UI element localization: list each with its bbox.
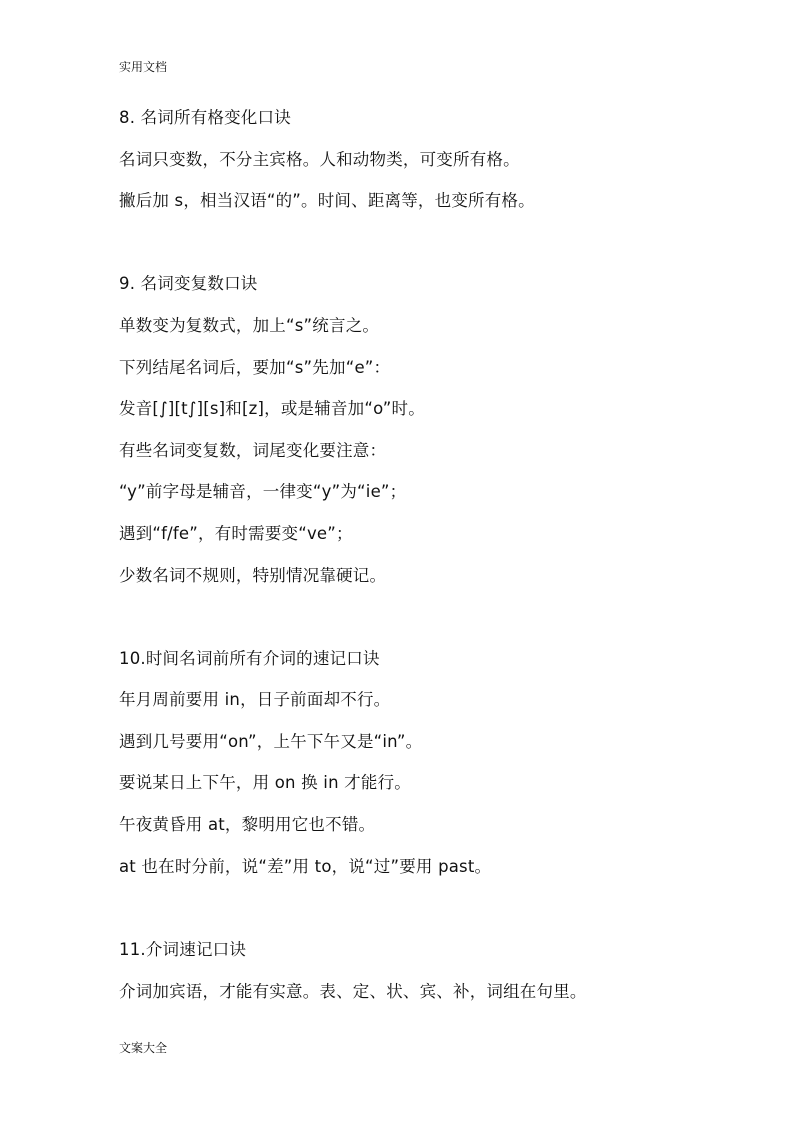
section-9-line-5: “y”前字母是辅音，一律变“y”为“ie”； (119, 482, 407, 501)
section-10-title: 10.时间名词前所有介词的速记口诀 (119, 649, 380, 668)
section-11-line-1: 介词加宾语，才能有实意。表、定、状、宾、补，词组在句里。 (119, 982, 587, 1001)
section-9-title: 9. 名词变复数口诀 (119, 274, 258, 293)
section-8-line-1: 名词只变数，不分主宾格。人和动物类，可变所有格。 (119, 150, 520, 169)
section-9-line-1: 单数变为复数式，加上“s”统言之。 (119, 316, 380, 335)
section-9-line-3: 发音[∫][t∫][s]和[z]，或是辅音加“o”时。 (119, 399, 425, 418)
section-8-title: 8. 名词所有格变化口诀 (119, 108, 291, 127)
section-9-line-2: 下列结尾名词后，要加“s”先加“e”： (119, 358, 391, 377)
section-9-line-4: 有些名词变复数，词尾变化要注意： (119, 441, 387, 460)
section-10-line-3: 要说某日上下午，用 on 换 in 才能行。 (119, 773, 411, 792)
section-10-line-5: at 也在时分前，说“差”用 to，说“过”要用 past。 (119, 857, 492, 876)
section-9-line-6: 遇到“f/fe”，有时需要变“ve”； (119, 524, 353, 543)
section-9-line-7: 少数名词不规则，特别情况靠硬记。 (119, 566, 387, 585)
section-10-line-4: 午夜黄昏用 at，黎明用它也不错。 (119, 815, 376, 834)
section-8-line-2: 撇后加 s，相当汉语“的”。时间、距离等，也变所有格。 (119, 191, 535, 210)
section-11-title: 11.介词速记口诀 (119, 940, 247, 959)
section-10-line-1: 年月周前要用 in，日子前面却不行。 (119, 690, 391, 709)
page-footer-label: 文案大全 (119, 1041, 168, 1055)
page-header-label: 实用文档 (119, 60, 168, 74)
section-10-line-2: 遇到几号要用“on”，上午下午又是“in”。 (119, 732, 423, 751)
